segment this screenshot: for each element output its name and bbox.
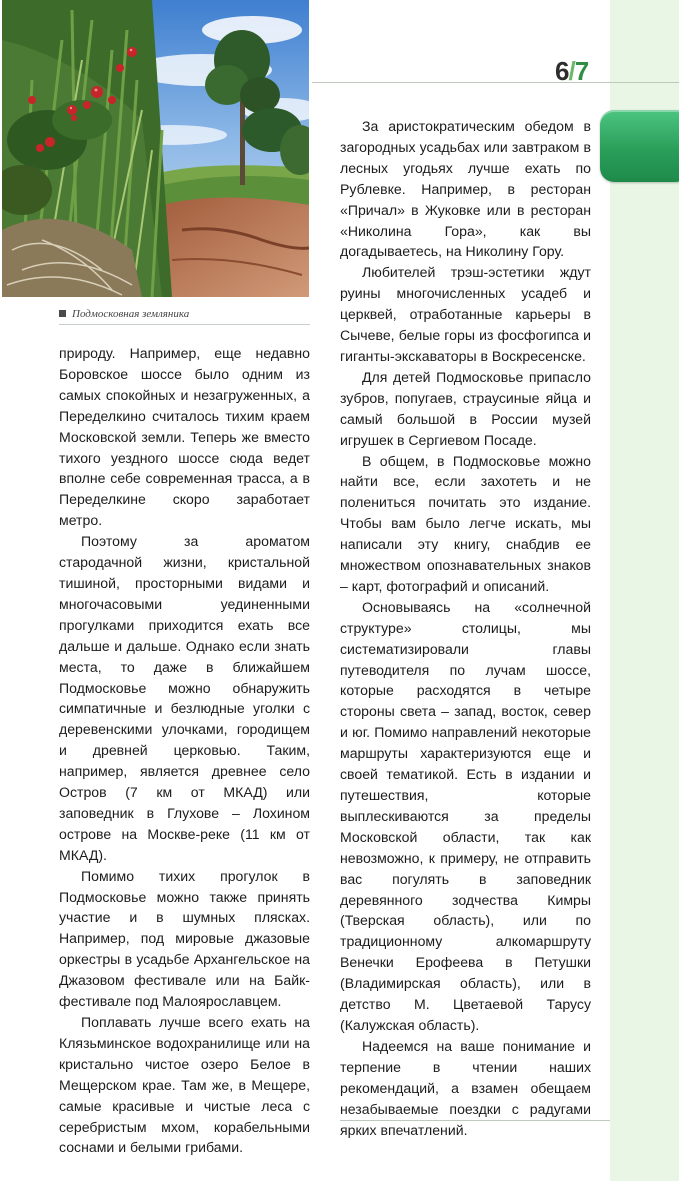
- paragraph: Для детей Подмосковье припасло зубров, попугаев, страусиные яйца и самый большой в России музей игрушек в Сергиевом Посаде.: [340, 368, 591, 448]
- section-tab[interactable]: [600, 110, 679, 182]
- footer-rule: [340, 1120, 610, 1121]
- page-number: [555, 56, 588, 86]
- paragraph: Поэтому за ароматом стародачной жизни, кристальной тишиной, просторными видами и многочасовыми уединенными прогулками приходится ехать все дальше и дальше. Однако если знать места, то даже в ближайшем Подмосковье можно обнаружить симпатичные и безлюдные уголки с деревенскими улочками, городищем и древней церковью. Таким, например, является древнее село Остров (7 км от МКАД) или заповедник в Глухове – Лохином острове на Москве-реке (11 км от МКАД).: [59, 533, 310, 863]
- paragraph: природу. Например, еще недавно Боровское шоссе было одним из самых спокойных и незагруженных, а Переделкино считалось тихим краем Московской земли. Теперь же вместо тихого уездного шоссе сюда ведет вполне себе современная трасса, а в Переделкине скоро заработает метро.: [59, 345, 310, 529]
- left-column: [59, 343, 310, 1158]
- paragraph: Надеемся на ваше понимание и терпение в чтении наших рекомендаций, а взамен обещаем незабываемые поездки с радугами ярких впечатлений.: [340, 1037, 591, 1138]
- paragraph: В общем, в Подмосковье можно найти все, если захотеть и не полениться почитать это издание. Чтобы вам было легче искать, мы написали эту книгу, снабдив ее множеством опознавательных знаков – карт, фотографий и описаний.: [340, 452, 591, 594]
- page-number-left: 6: [555, 56, 569, 86]
- paragraph: Помимо тихих прогулок в Подмосковье можно также принять участие и в шумных плясках. Например, под мировые джазовые оркестры в усадьбе Архангельское на Джазовом фестивале или на Байк-фестивале под Малоярославцем.: [59, 867, 310, 1010]
- paragraph: За аристократическим обедом в загородных усадьбах или завтраком в лесных угодьях лучше ехать по Рублевке. Например, в ресторан «Причал» в Жуковке или в ресторан «Николина Гора», как вы догадываетесь, на Николину Гору.: [340, 118, 591, 260]
- page-number-right: 7: [574, 56, 589, 86]
- page-number-separator: /: [568, 56, 575, 86]
- paragraph: Любителей трэш-эстетики ждут руины многочисленных усадеб и церквей, отработанные карьеры в Сычеве, белые горы из фосфогипса и гиганты-экскаваторы в Воскресенске.: [340, 264, 591, 364]
- figure-caption: [59, 306, 309, 322]
- caption-bullet-icon: [59, 310, 66, 317]
- paragraph: Основываясь на «солнечной структуре» столицы, мы систематизировали главы путеводителя по лучам шоссе, которые расходятся в четыре стороны света – запад, восток, север и юг. Помимо направлений некоторые маршруты характеризуются еще и своей тематикой. Есть в издании и путешествия, которые выплескиваются за пределы Московской области, так как невозможно, к примеру, не отправить вас погулять в заповедник деревянного зодчества Кимры (Тверская область), или по традиционному алкомаршруту Венечки Ерофеева в Петушки (Владимирская область), или в детство М. Цветаевой Тарусу (Калужская область).: [340, 598, 591, 1033]
- right-column: [340, 116, 591, 1140]
- header-rule: [312, 82, 679, 83]
- caption-text: Подмосковная земляника: [72, 308, 190, 320]
- caption-rule: [59, 324, 310, 325]
- paragraph: Поплавать лучше всего ехать на Клязьминское водохранилище или на кристально чистое озеро Белое в Мещерском крае. Там же, в Мещере, самые красивые и чистые леса с серебристым мхом, корабельными соснами и белыми грибами.: [59, 1014, 310, 1156]
- strawberry-photo: [2, 0, 309, 297]
